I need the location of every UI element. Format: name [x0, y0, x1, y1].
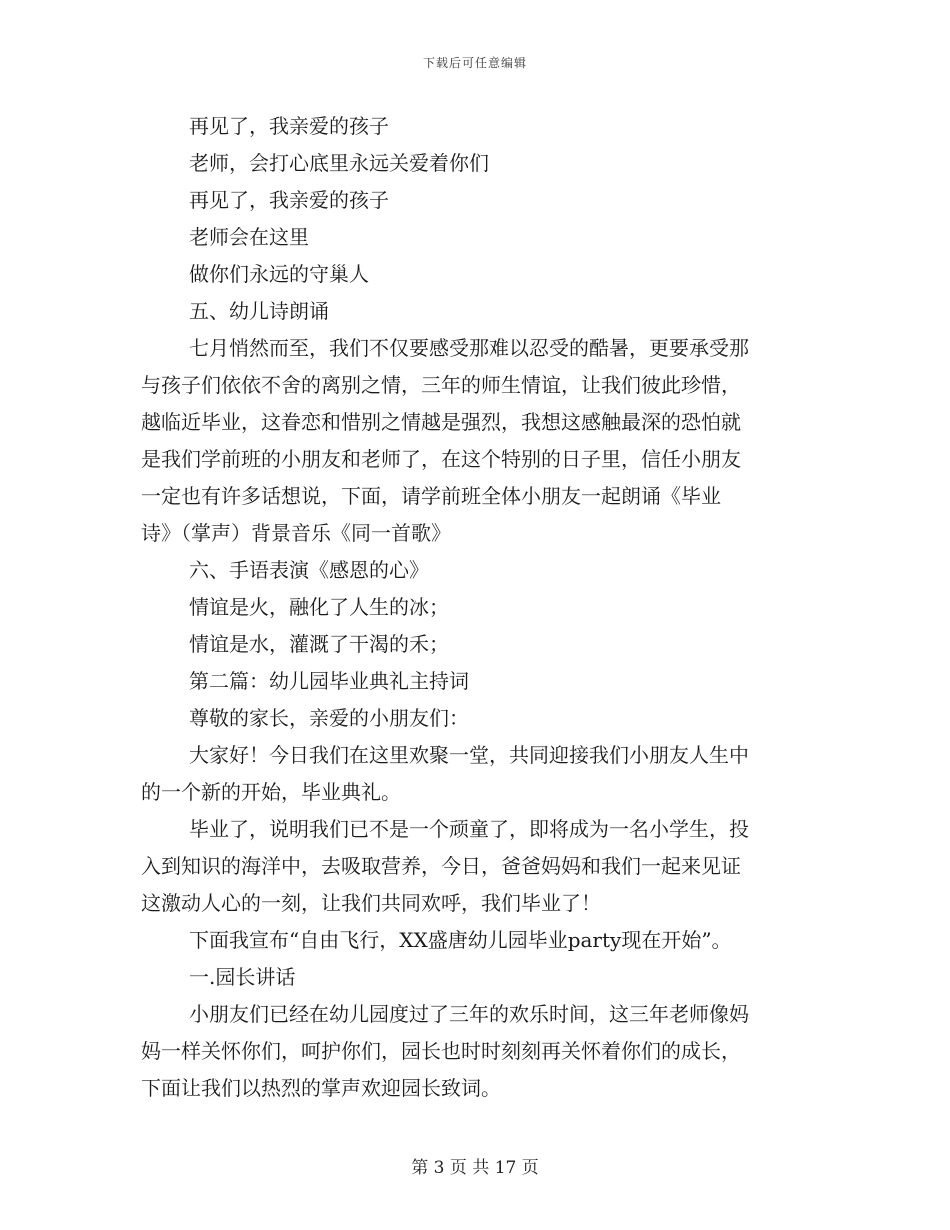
text-line: 情谊是火，融化了人生的冰；	[189, 595, 449, 619]
text-line: 毕业了，说明我们已不是一个顽童了，即将成为一名小学生，投	[189, 817, 749, 841]
section-heading: 第二篇：幼儿园毕业典礼主持词	[189, 669, 469, 693]
text-line: 诗》（掌声）背景音乐《同一首歌》	[141, 521, 451, 545]
text-line: 老师，会打心底里永远关爱着你们	[189, 151, 489, 175]
text-line: 下面我宣布“自由飞行，XX盛唐幼儿园毕业party现在开始”。	[189, 928, 732, 952]
document-body	[141, 108, 801, 1107]
text-line: 是我们学前班的小朋友和老师了，在这个特别的日子里，信任小朋友	[141, 447, 741, 471]
section-heading: 六、手语表演《感恩的心》	[189, 558, 429, 582]
text-line: 大家好！今日我们在这里欢聚一堂，共同迎接我们小朋友人生中	[189, 743, 749, 767]
text-line: 一定也有许多话想说，下面，请学前班全体小朋友一起朗诵《毕业	[141, 484, 721, 508]
text-line: 妈一样关怀你们，呵护你们，园长也时时刻刻再关怀着你们的成长，	[141, 1039, 741, 1063]
text-line: 尊敬的家长，亲爱的小朋友们：	[189, 706, 469, 730]
text-line: 小朋友们已经在幼儿园度过了三年的欢乐时间，这三年老师像妈	[189, 1002, 749, 1026]
text-line: 再见了，我亲爱的孩子	[189, 188, 389, 212]
text-line: 的一个新的开始，毕业典礼。	[141, 780, 401, 804]
text-line: 下面让我们以热烈的掌声欢迎园长致词。	[141, 1076, 501, 1100]
section-heading: 五、幼儿诗朗诵	[189, 299, 329, 323]
section-heading: 一.园长讲话	[189, 965, 296, 989]
text-line: 做你们永远的守巢人	[189, 262, 369, 286]
text-line: 老师会在这里	[189, 225, 309, 249]
text-line: 这激动人心的一刻，让我们共同欢呼，我们毕业了！	[141, 891, 601, 915]
page-header: 下载后可任意编辑	[422, 56, 527, 70]
text-line: 入到知识的海洋中，去吸取营养，今日，爸爸妈妈和我们一起来见证	[141, 854, 741, 878]
page-number: 第 3 页 共 17 页	[411, 1158, 539, 1178]
text-line: 情谊是水，灌溉了干渴的禾；	[189, 632, 449, 656]
text-line: 七月悄然而至，我们不仅要感受那难以忍受的酷暑，更要承受那	[189, 336, 749, 360]
text-line: 再见了，我亲爱的孩子	[189, 114, 389, 138]
text-line: 越临近毕业，这眷恋和惜别之情越是强烈，我想这感触最深的恐怕就	[141, 410, 741, 434]
text-line: 与孩子们依依不舍的离别之情，三年的师生情谊，让我们彼此珍惜，	[141, 373, 741, 397]
